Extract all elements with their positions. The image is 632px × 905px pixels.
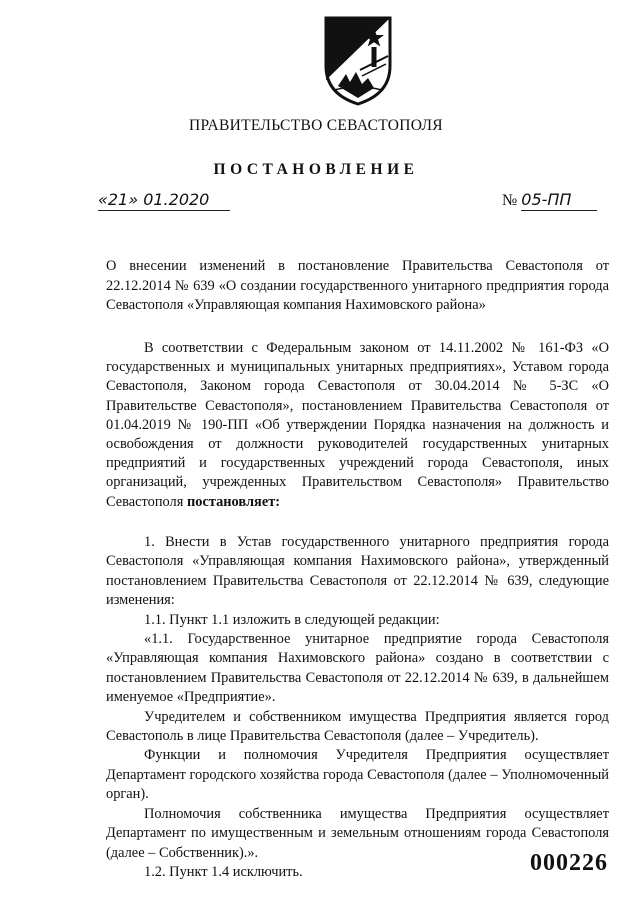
organization-name: ПРАВИТЕЛЬСТВО СЕВАСТОПОЛЯ: [189, 117, 443, 134]
document-date-value: «21» 01.2020: [98, 190, 230, 211]
number-sign: №: [502, 192, 518, 209]
document-type: ПОСТАНОВЛЕНИЕ: [213, 161, 419, 178]
document-subject: О внесении изменений в постановление Правительства Севастополя от 22.12.2014 № 639 «О создании государственного унитарного предприятия города Севастополя «Управляющая компания Нахимовского района»: [106, 258, 609, 314]
document-body: [106, 533, 609, 882]
preamble-text: В соответствии с Федеральным законом от 14.11.2002 № 161-ФЗ «О государственных и муниципальных унитарных предприятиях», Уставом города Севастополя, Законом города Севастополя от 30.04.2014 № 5-ЗС «О Правительстве Севастополя», постановлением Правительства Севастополя от 01.04.2019 № 190-ПП «Об утверждении Порядка назначения на должность и освобождения от должности руководителей государственных унитарных предприятий и государственных учреждений города Севастополя, иных организаций, учрежденных Правительством Севастополя» Правительство Севастополя: [106, 340, 609, 510]
body-paragraph: Полномочия собственника имущества Предприятия осуществляет Департамент по имущественным и земельным отношениям города Севастополя (далее – Собственник).».: [106, 805, 609, 861]
document-number: [502, 190, 597, 211]
body-paragraph: 1. Внести в Устав государственного унитарного предприятия города Севастополя «Управляющая компания Нахимовского района», утвержденный постановлением Правительства Севастополя от 22.12.2014 № 639, следующие изменения:: [106, 534, 609, 609]
preamble: [106, 339, 609, 512]
serial-number: 000226: [530, 850, 608, 876]
body-paragraph: «1.1. Государственное унитарное предприятие города Севастополя «Управляющая компания Нахимовского района» создано в соответствии с постановлением Правительства Севастополя от 22.12.2014 № 639, в дальнейшем именуемое «Предприятие».: [106, 631, 609, 706]
sevastopol-emblem: [322, 14, 394, 106]
document-date: [98, 190, 230, 211]
body-paragraph: 1.2. Пункт 1.4 исключить.: [144, 863, 303, 880]
preamble-resolution-word: постановляет:: [186, 493, 281, 510]
body-paragraph: Функции и полномочия Учредителя Предприятия осуществляет Департамент городского хозяйства города Севастополя (далее – Уполномоченный орган).: [106, 747, 609, 803]
preamble-paragraph: [106, 339, 609, 512]
document-number-value: 05-ПП: [521, 190, 597, 211]
body-paragraph: Учредителем и собственником имущества Предприятия является город Севастополь в лице Правительства Севастополя (далее – Учредитель).: [106, 708, 609, 745]
body-paragraph: 1.1. Пункт 1.1 изложить в следующей редакции:: [144, 611, 440, 628]
